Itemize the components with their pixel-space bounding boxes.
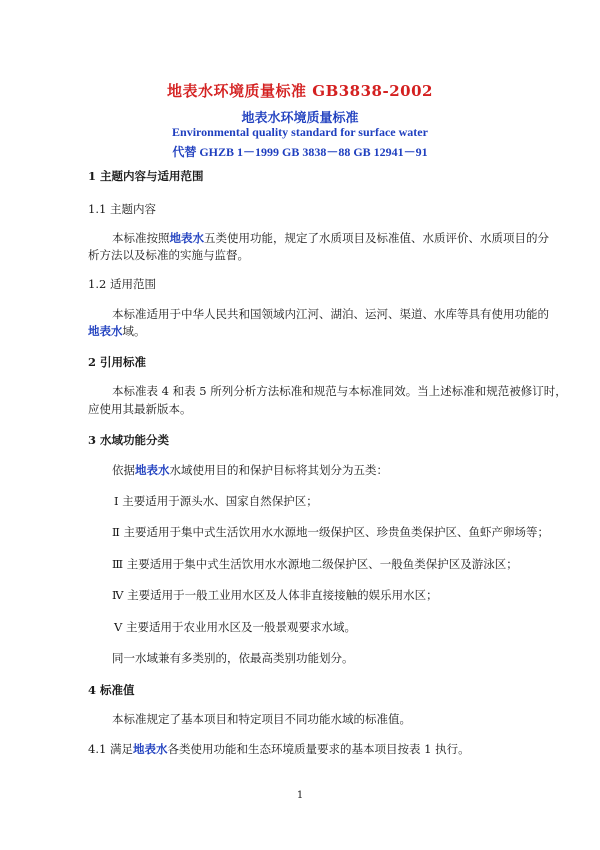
section-1-2-paragraph-line2: 地表水域。 [88,324,146,338]
section-4-paragraph: 本标准规定了基本项目和特定项目不同功能水域的标准值。 [112,712,411,726]
class-1-item: Ⅰ 主要适用于源头水、国家自然保护区； [114,494,318,508]
page-number: 1 [296,790,304,801]
document-replaces: 代替 GHZB 1－1999 GB 3838－88 GB 12941－91 [172,145,428,159]
class-4-item: Ⅳ 主要适用于一般工业用水区及人体非直接接触的娱乐用水区； [112,588,438,602]
keyword-surface-water: 地表水 [132,742,168,756]
document-subtitle: 地表水环境质量标准 [241,111,359,126]
section-4-heading: 4 标准值 [88,683,135,697]
section-3-closing: 同一水域兼有多类别的，依最高类别功能划分。 [112,651,354,665]
section-3-intro: 依据地表水水域使用目的和保护目标将其划分为五类： [112,463,388,477]
document-title: 地表水环境质量标准 GB3838-2002 [167,82,433,100]
section-1-1-heading: 1.1 主题内容 [88,202,156,216]
keyword-surface-water: 地表水 [135,463,170,477]
section-1-2-heading: 1.2 适用范围 [88,277,156,291]
keyword-surface-water: 地表水 [88,324,123,338]
section-1-heading: 1 主题内容与适用范围 [88,169,204,183]
section-2-paragraph-line1: 本标准表 4 和表 5 所列分析方法标准和规范与本标准同效。当上述标准和规范被修订时， [112,384,567,398]
class-3-item: Ⅲ 主要适用于集中式生活饮用水水源地二级保护区、一般鱼类保护区及游泳区； [112,557,518,571]
section-2-paragraph-line2: 应使用其最新版本。 [88,402,192,416]
class-5-item: Ⅴ 主要适用于农业用水区及一般景观要求水域。 [114,620,356,634]
section-3-heading: 3 水域功能分类 [88,433,170,447]
section-1-1-paragraph-line1: 本标准按照地表水五类使用功能，规定了水质项目及标准值、水质评价、水质项目的分 [112,231,549,245]
keyword-surface-water: 地表水 [169,231,204,245]
document-english-title: Environmental quality standard for surface water [172,125,428,139]
section-1-1-paragraph-line2: 析方法以及标准的实施与监督。 [88,248,249,262]
section-1-2-paragraph-line1: 本标准适用于中华人民共和国领域内江河、湖泊、运河、渠道、水库等具有使用功能的 [112,307,549,321]
section-4-1-paragraph: 4.1 满足地表水各类使用功能和生态环境质量要求的基本项目按表 1 执行。 [88,742,470,756]
section-2-heading: 2 引用标准 [88,355,147,369]
class-2-item: Ⅱ 主要适用于集中式生活饮用水水源地一级保护区、珍贵鱼类保护区、鱼虾产卵场等； [112,525,549,539]
